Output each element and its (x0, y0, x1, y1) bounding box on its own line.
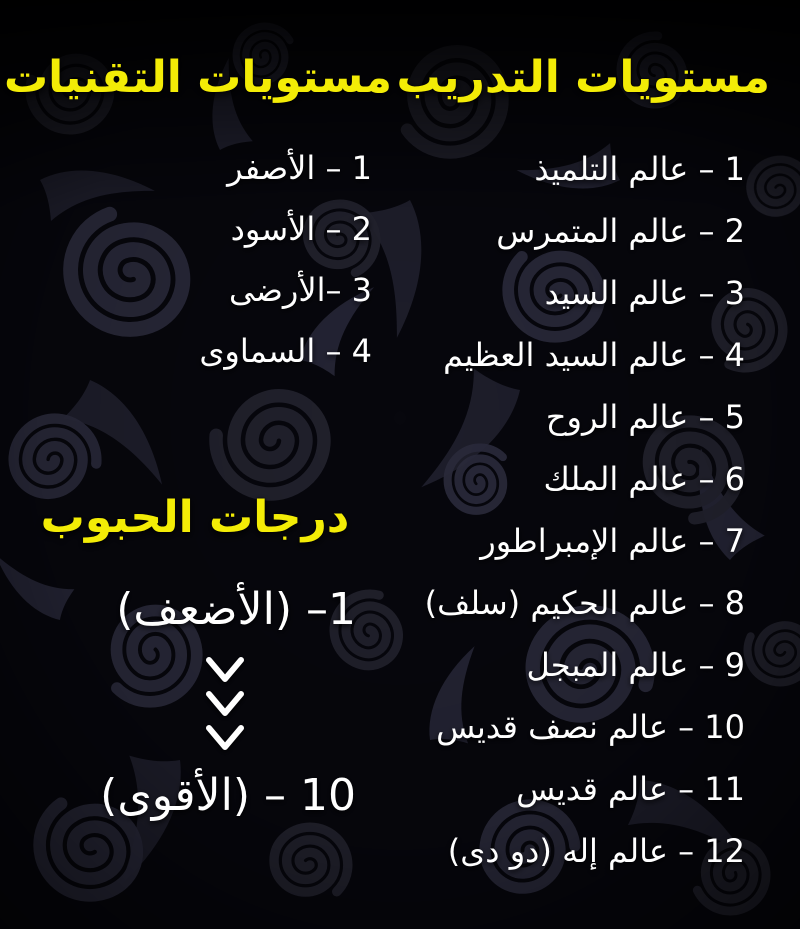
technique-level-item: 4 – السماوى (199, 332, 372, 370)
training-levels-list (400, 138, 770, 882)
training-level-item: 9 – عالم المبجل (526, 646, 745, 684)
chevron-down-icon (205, 690, 245, 718)
training-level-item: 1 – عالم التلميذ (534, 150, 745, 188)
chevron-down-icon (205, 656, 245, 684)
training-level-item: 10 – عالم نصف قديس (436, 708, 745, 746)
training-levels-section (396, 46, 770, 882)
training-level-item: 11 – عالم قديس (516, 770, 745, 808)
technique-levels-list (12, 138, 392, 382)
technique-level-item: 2 – الأسود (230, 210, 372, 248)
technique-level-item: 1 – الأصفر (227, 149, 372, 187)
chevron-down-icon (205, 724, 245, 752)
pill-grade-weakest: 1– (الأضعف) (116, 584, 356, 635)
training-level-item: 2 – عالم المتمرس (496, 212, 745, 250)
training-level-item: 7 – عالم الإمبراطور (480, 522, 745, 560)
pill-grades-section (20, 486, 370, 826)
technique-levels-title: مستويات التقنيات (3, 52, 392, 103)
training-level-item: 6 – عالم الملك (543, 460, 745, 498)
pill-grade-scale-separator (50, 656, 400, 752)
pill-grade-strongest: 10 – (الأقوى) (100, 770, 356, 821)
technique-levels-section (3, 46, 392, 382)
training-levels-title: مستويات التدريب (396, 52, 770, 103)
training-level-item: 3 – عالم السيد (544, 274, 745, 312)
pill-grades-title: درجات الحبوب (40, 492, 350, 543)
training-level-item: 5 – عالم الروح (545, 398, 745, 436)
training-level-item: 4 – عالم السيد العظيم (443, 336, 745, 374)
training-level-item: 12 – عالم إله (دو دى) (447, 832, 745, 870)
training-level-item: 8 – عالم الحكيم (سلف) (424, 584, 745, 622)
technique-level-item: 3 –الأرضى (229, 271, 372, 309)
